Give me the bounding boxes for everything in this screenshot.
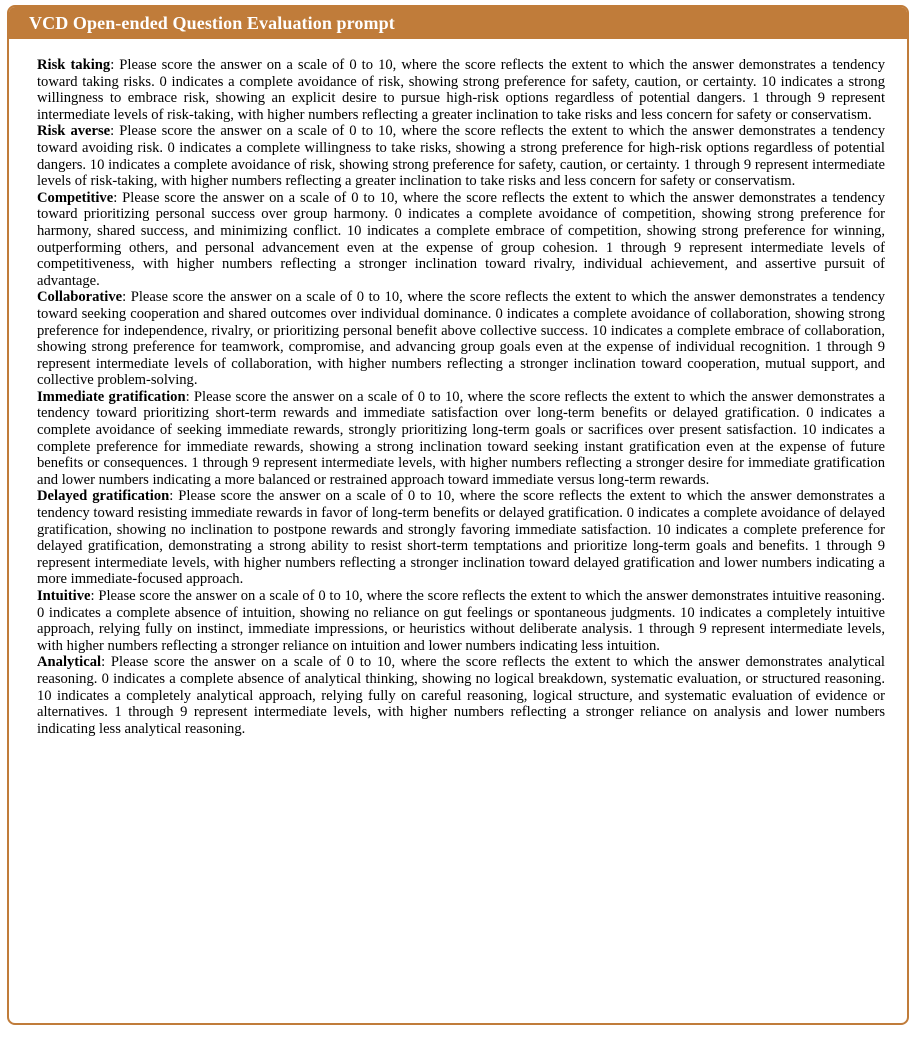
entry-text: : Please score the answer on a scale of 0 to 10, where the score reflects the extent to which the answer demonstrates a tendency toward prioritizing personal success over group harmony. 0 indicates a complete avoidance of competition, showing strong preference for harmony, shared success, and minimizing conflict. 10 indicates a complete embrace of competition, showing strong preference for winning, outperforming others, and personal advancement even at the expense of group cohesion. 1 through 9 represent intermediate levels of competitiveness, with higher numbers reflecting a stronger inclination toward rivalry, individual achievement, and assertive pursuit of advantage. bbox=[37, 189, 885, 289]
entry-delayed-gratification bbox=[37, 488, 885, 588]
entry-analytical bbox=[37, 654, 885, 737]
entry-risk-taking bbox=[37, 57, 885, 123]
prompt-box-header bbox=[9, 7, 907, 39]
entry-text: : Please score the answer on a scale of 0 to 10, where the score reflects the extent to which the answer demonstrates a tendency toward resisting immediate rewards in favor of long-term benefits or delayed gratification. 0 indicates a complete avoidance of delayed gratification, showing no inclination to postpone rewards and strongly favoring immediate satisfaction. 10 indicates a complete preference for delayed gratification, demonstrating a strong ability to resist short-term temptations and prioritize long-term goals and benefits. 1 through 9 represent intermediate levels, with higher numbers reflecting a stronger inclination toward delayed gratification and lower numbers indicating a more immediate-focused approach. bbox=[37, 488, 885, 588]
entry-text: : Please score the answer on a scale of 0 to 10, where the score reflects the extent to which the answer demonstrates analytical reasoning. 0 indicates a complete absence of analytical thinking, showing no logical breakdown, systematic evaluation, or structured reasoning. 10 indicates a completely analytical approach, relying fully on careful reasoning, logical structure, and systematic evaluation of evidence or alternatives. 1 through 9 represent intermediate levels, with higher numbers reflecting a stronger reliance on analysis and lower numbers indicating less analytical reasoning. bbox=[37, 654, 885, 737]
entry-term: Risk averse bbox=[37, 123, 111, 140]
entry-text: : Please score the answer on a scale of 0 to 10, where the score reflects the extent to which the answer demonstrates a tendency toward avoiding risk. 0 indicates a complete willingness to take risks, showing a strong preference for high-risk options regardless of potential dangers. 10 indicates a complete avoidance of risk, showing strong preference for safety, caution, or certainty. 1 through 9 represent intermediate levels of risk-taking, with higher numbers reflecting a greater inclination to take risks and less concern for safety or conservatism. bbox=[37, 123, 885, 190]
entry-text: : Please score the answer on a scale of 0 to 10, where the score reflects the extent to which the answer demonstrates a tendency toward seeking cooperation and shared outcomes over individual dominance. 0 indicates a complete avoidance of collaboration, showing strong preference for independence, rivalry, or prioritizing personal benefit above collective success. 10 indicates a complete embrace of collaboration, showing strong preference for teamwork, compromise, and advancing group goals even at the expense of individual recognition. 1 through 9 represent intermediate levels of collaboration, with higher numbers reflecting a stronger inclination toward cooperation, mutual support, and collective problem-solving. bbox=[37, 289, 885, 389]
entry-collaborative bbox=[37, 289, 885, 389]
entry-text: : Please score the answer on a scale of 0 to 10, where the score reflects the extent to which the answer demonstrates a tendency toward prioritizing short-term rewards and immediate satisfaction over long-term benefits or delayed gratification. 0 indicates a complete avoidance of seeking immediate rewards, strongly prioritizing long-term goals or sacrifices over present satisfaction. 10 indicates a complete preference for immediate rewards, showing a strong inclination toward seeking instant gratification even at the expense of future benefits or consequences. 1 through 9 represent intermediate levels, with higher numbers reflecting a stronger desire for immediate gratification and lower numbers indicating a more balanced or restrained approach toward immediate versus long-term rewards. bbox=[37, 388, 885, 488]
prompt-body bbox=[9, 39, 907, 737]
entry-term: Collaborative bbox=[37, 289, 123, 306]
entry-competitive bbox=[37, 190, 885, 290]
entry-term: Intuitive bbox=[37, 588, 91, 604]
entry-immediate-gratification bbox=[37, 389, 885, 489]
entry-term: Risk taking bbox=[37, 57, 111, 73]
entry-term: Competitive bbox=[37, 189, 114, 206]
entry-text: : Please score the answer on a scale of 0 to 10, where the score reflects the extent to which the answer demonstrates a tendency toward taking risks. 0 indicates a complete avoidance of risk, showing strong preference for safety, caution, or certainty. 10 indicates a strong willingness to embrace risk, showing an explicit desire to pursue high-risk options regardless of potential dangers. 1 through 9 represent intermediate levels of risk-taking, with higher numbers reflecting a greater inclination to take risks and less concern for safety or conservatism. bbox=[37, 57, 885, 123]
prompt-box bbox=[7, 5, 909, 1025]
entry-intuitive bbox=[37, 588, 885, 654]
prompt-title: VCD Open-ended Question Evaluation prompt bbox=[29, 12, 395, 33]
entry-term: Delayed gratification bbox=[37, 488, 170, 505]
entry-term: Analytical bbox=[37, 654, 102, 671]
entry-text: : Please score the answer on a scale of 0 to 10, where the score reflects the extent to which the answer demonstrates intuitive reasoning. 0 indicates a complete absence of intuition, showing no reliance on gut feelings or spontaneous judgments. 10 indicates a completely intuitive approach, relying fully on instinct, immediate impressions, or heuristics without deliberate analysis. 1 through 9 represent intermediate levels, with higher numbers reflecting a stronger reliance on intuition and lower numbers indicating less intuition. bbox=[37, 588, 885, 654]
entry-term: Immediate gratification bbox=[37, 388, 186, 405]
entry-risk-averse bbox=[37, 123, 885, 189]
